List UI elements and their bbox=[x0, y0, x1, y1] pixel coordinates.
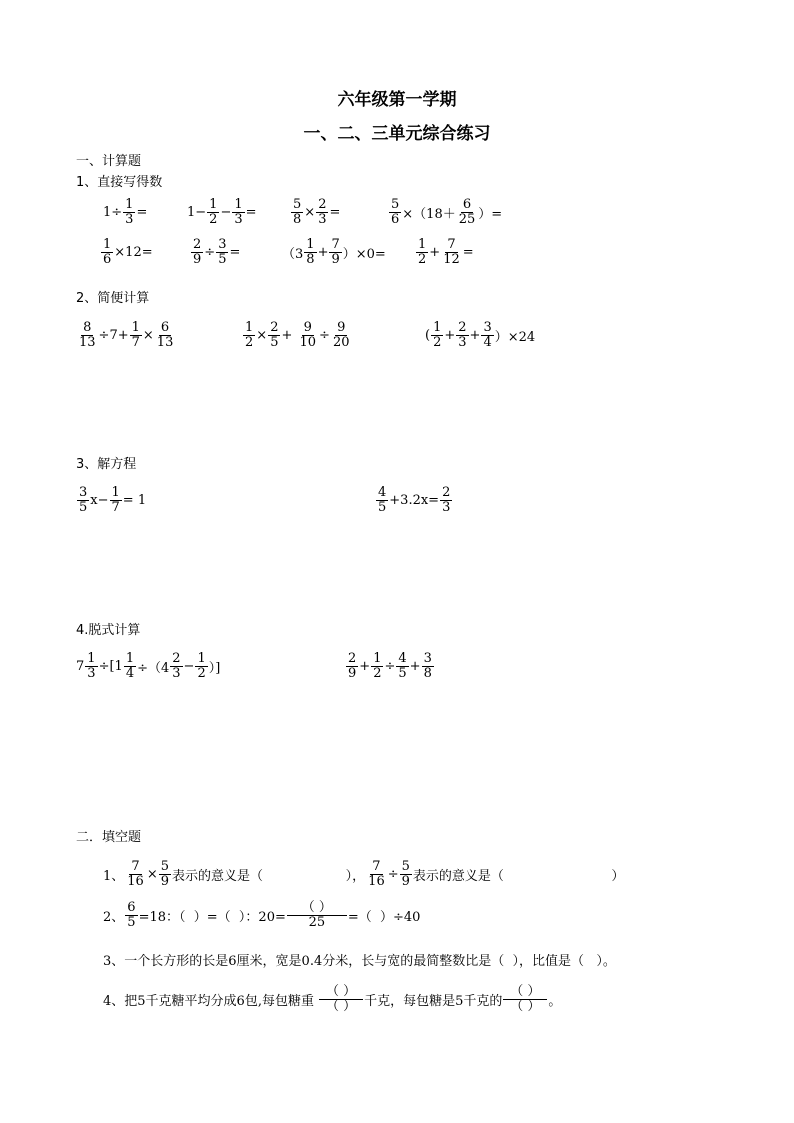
fraction bbox=[125, 901, 137, 931]
fraction-denominator: 8 bbox=[293, 212, 302, 228]
q1-item-1 bbox=[103, 198, 147, 228]
expr-text: 2、 bbox=[103, 910, 125, 926]
fraction-denominator: 10 bbox=[299, 335, 317, 351]
fraction-denominator: 7 bbox=[111, 500, 120, 516]
expr-text: = bbox=[245, 205, 257, 221]
fraction-denominator: 3 bbox=[234, 212, 243, 228]
fraction bbox=[431, 321, 443, 351]
expr-text: − bbox=[220, 205, 232, 221]
expr-text: ÷ bbox=[319, 328, 330, 344]
q3-label: 3、解方程 bbox=[76, 457, 137, 472]
expr-text: = bbox=[329, 205, 341, 221]
q3-item-2 bbox=[375, 486, 453, 516]
fraction-numerator: 6 bbox=[127, 900, 136, 915]
page-subtitle: 一、二、三单元综合练习 bbox=[303, 124, 491, 144]
fraction bbox=[130, 321, 142, 351]
expr-text: = bbox=[462, 245, 474, 261]
fraction-numerator: 1 bbox=[87, 651, 96, 666]
q4-item-2 bbox=[345, 652, 435, 682]
section2-heading: 二．填空题 bbox=[76, 830, 142, 845]
fraction-denominator: 6 bbox=[103, 252, 112, 268]
expr-text: x− bbox=[90, 493, 109, 509]
fraction-denominator: 2 bbox=[209, 212, 218, 228]
expr-text: × bbox=[256, 328, 268, 344]
fraction-numerator: 9 bbox=[303, 320, 312, 335]
q2-item-1 bbox=[76, 321, 176, 351]
fraction-numerator: 2 bbox=[458, 320, 467, 335]
fraction-numerator: 4 bbox=[378, 485, 387, 500]
expr-text: ÷7+ bbox=[98, 328, 129, 344]
q4-label: 4.脱式计算 bbox=[76, 623, 141, 638]
fraction-numerator: 9 bbox=[337, 320, 346, 335]
page-title: 六年级第一学期 bbox=[337, 90, 457, 110]
expr-text: + bbox=[359, 659, 371, 675]
fraction bbox=[243, 321, 255, 351]
expr-text: 。 bbox=[548, 994, 562, 1010]
fraction bbox=[85, 652, 97, 682]
fraction bbox=[291, 198, 303, 228]
fraction bbox=[457, 198, 478, 228]
expr-text: + bbox=[429, 245, 441, 261]
fraction-numerator: 1 bbox=[131, 320, 140, 335]
fraction bbox=[287, 901, 347, 931]
fraction-numerator: 8 bbox=[83, 320, 92, 335]
fraction-denominator: 5 bbox=[378, 500, 387, 516]
fraction bbox=[329, 238, 341, 268]
fraction-numerator: 1 bbox=[103, 237, 112, 252]
q1-item-8 bbox=[415, 238, 474, 268]
q4-item-1 bbox=[76, 652, 220, 682]
fraction bbox=[456, 321, 468, 351]
fraction-numerator: 3 bbox=[483, 320, 492, 335]
fraction-numerator: 1 bbox=[111, 485, 120, 500]
expr-text: =（ ）÷40 bbox=[347, 910, 421, 926]
fraction-denominator: 9 bbox=[348, 666, 357, 682]
fraction-numerator: （ ） bbox=[503, 985, 547, 1000]
q1-item-2 bbox=[187, 198, 257, 228]
fraction-numerator: 7 bbox=[372, 859, 381, 874]
expr-text: 表示的意义是（ ） bbox=[412, 869, 625, 885]
fraction bbox=[101, 238, 113, 268]
expr-text: ÷ bbox=[384, 659, 396, 675]
fraction bbox=[376, 486, 388, 516]
expr-text: ÷[1 bbox=[98, 659, 123, 675]
fraction-denominator: 16 bbox=[127, 874, 144, 890]
expr-text: + bbox=[444, 328, 456, 344]
q1-item-4 bbox=[388, 198, 502, 228]
fraction-numerator: 3 bbox=[423, 651, 432, 666]
fraction-denominator: 5 bbox=[79, 500, 88, 516]
fraction bbox=[298, 321, 319, 351]
fraction-denominator: 13 bbox=[79, 335, 96, 351]
expr-text: ）= bbox=[478, 207, 503, 223]
fraction bbox=[481, 321, 493, 351]
fraction-denominator: 8 bbox=[306, 252, 315, 268]
fraction-denominator: 2 bbox=[433, 335, 442, 351]
expr-text: 千克，每包糖是5千克的 bbox=[364, 994, 503, 1010]
fraction bbox=[125, 860, 146, 890]
fraction-denominator: 12 bbox=[443, 252, 460, 268]
fraction-denominator: （ ） bbox=[326, 999, 357, 1015]
q2-item-3 bbox=[425, 321, 535, 351]
q1-item-7 bbox=[282, 238, 386, 268]
fraction-numerator: （ ） bbox=[287, 901, 347, 916]
expr-text: × bbox=[146, 867, 158, 883]
fraction bbox=[371, 652, 383, 682]
fraction-numerator: 1 bbox=[209, 197, 218, 212]
expr-text: 7 bbox=[76, 659, 85, 675]
fraction-numerator: 7 bbox=[447, 237, 456, 252]
fraction-numerator: 5 bbox=[293, 197, 302, 212]
q1-label: 1、直接写得数 bbox=[76, 175, 163, 190]
fraction-denominator: 6 bbox=[391, 212, 400, 228]
fraction-denominator: 25 bbox=[458, 212, 476, 228]
expr-text: ÷（4 bbox=[137, 661, 170, 677]
fraction bbox=[77, 486, 89, 516]
fraction-numerator: 6 bbox=[160, 320, 170, 335]
expr-text: ( bbox=[425, 328, 431, 344]
fraction-numerator: 2 bbox=[318, 197, 327, 212]
expr-text: ）×24 bbox=[494, 330, 536, 346]
fraction bbox=[195, 652, 207, 682]
expr-text: =18：（ ）=（ ）：20= bbox=[138, 910, 286, 926]
expr-text: ×（18＋ bbox=[402, 207, 456, 223]
expr-text: = bbox=[229, 245, 241, 261]
expr-text: + bbox=[409, 659, 421, 675]
fill-q3 bbox=[103, 950, 616, 969]
fraction-denominator: 3 bbox=[125, 212, 134, 228]
fraction-denominator: 2 bbox=[373, 666, 382, 682]
fraction-denominator: 9 bbox=[401, 874, 410, 890]
expr-text: 3、一个长方形的长是6厘米，宽是0.4分米，长与宽的最简整数比是（ ），比值是（ ）。 bbox=[103, 954, 616, 969]
expr-text: × bbox=[304, 205, 316, 221]
fraction-numerator: 7 bbox=[331, 237, 340, 252]
fraction-denominator: 4 bbox=[125, 666, 135, 682]
fraction bbox=[366, 860, 387, 890]
fraction-numerator: 1 bbox=[306, 237, 315, 252]
fraction-denominator: 8 bbox=[423, 666, 432, 682]
fraction bbox=[110, 486, 122, 516]
fraction-denominator: 9 bbox=[193, 252, 202, 268]
fraction-denominator: 5 bbox=[398, 666, 407, 682]
q1-item-5 bbox=[100, 238, 153, 268]
fraction-denominator: 5 bbox=[218, 252, 227, 268]
fraction-numerator: 7 bbox=[131, 859, 140, 874]
fraction bbox=[422, 652, 434, 682]
fraction bbox=[170, 652, 182, 682]
expr-text: ÷ bbox=[387, 867, 399, 883]
fraction-numerator: （ ） bbox=[319, 985, 363, 1000]
expr-text: ÷ bbox=[204, 245, 216, 261]
q2-label: 2、简便计算 bbox=[76, 291, 150, 306]
expr-text: ×12= bbox=[114, 245, 153, 261]
fraction bbox=[268, 321, 280, 351]
fraction-numerator: 1 bbox=[433, 320, 442, 335]
expr-text: ）×0= bbox=[342, 247, 386, 263]
fill-q1 bbox=[103, 860, 624, 890]
fraction-numerator: 1 bbox=[373, 651, 382, 666]
fraction-numerator: 5 bbox=[401, 859, 410, 874]
expr-text: 表示的意义是（ ）， bbox=[172, 869, 366, 885]
fraction-denominator: 13 bbox=[156, 335, 174, 351]
fraction-numerator: 1 bbox=[234, 197, 243, 212]
fraction bbox=[331, 321, 352, 351]
q3-item-1 bbox=[76, 486, 146, 516]
fraction-numerator: 1 bbox=[245, 320, 254, 335]
q1-item-3 bbox=[290, 198, 340, 228]
fraction-numerator: 3 bbox=[218, 237, 227, 252]
fraction-numerator: 1 bbox=[418, 237, 427, 252]
q1-item-6 bbox=[190, 238, 240, 268]
fraction-numerator: 1 bbox=[125, 651, 135, 666]
fraction-numerator: 5 bbox=[160, 859, 170, 874]
fraction bbox=[346, 652, 358, 682]
fraction-denominator: 3 bbox=[172, 666, 181, 682]
expr-text: 4、把5千克糖平均分成6包,每包糖重 bbox=[103, 994, 319, 1010]
fraction bbox=[123, 198, 135, 228]
fraction-denominator: 7 bbox=[131, 335, 140, 351]
expr-text: +3.2x= bbox=[389, 493, 440, 509]
section1-heading: 一、计算题 bbox=[76, 154, 142, 169]
q2-item-2 bbox=[242, 321, 353, 351]
fraction-denominator: 5 bbox=[127, 915, 136, 931]
fraction-denominator: 9 bbox=[331, 252, 340, 268]
fraction bbox=[440, 486, 452, 516]
expr-text: + bbox=[469, 328, 481, 344]
fraction bbox=[396, 652, 408, 682]
fraction-denominator: 4 bbox=[483, 335, 492, 351]
fraction-denominator: 5 bbox=[270, 335, 279, 351]
fraction bbox=[304, 238, 316, 268]
expr-text: + bbox=[317, 245, 329, 261]
fraction-denominator: （ ） bbox=[510, 999, 541, 1015]
fraction-numerator: 1 bbox=[125, 197, 134, 212]
fraction-numerator: 2 bbox=[172, 651, 181, 666]
fraction bbox=[232, 198, 244, 228]
expr-text: 1÷ bbox=[103, 205, 123, 221]
fraction bbox=[319, 985, 363, 1015]
fill-q2 bbox=[103, 901, 420, 931]
fraction bbox=[400, 860, 412, 890]
fraction-numerator: 2 bbox=[348, 651, 357, 666]
fraction bbox=[159, 860, 171, 890]
fraction-numerator: 3 bbox=[79, 485, 88, 500]
fraction bbox=[416, 238, 428, 268]
expr-text: × bbox=[142, 328, 154, 344]
expr-text: 1− bbox=[187, 205, 207, 221]
fraction-denominator: 3 bbox=[318, 212, 327, 228]
fraction-denominator: 20 bbox=[332, 335, 350, 351]
fraction-numerator: 2 bbox=[270, 320, 279, 335]
expr-text: 1、 bbox=[103, 869, 125, 885]
fraction-denominator: 9 bbox=[160, 874, 170, 890]
fraction bbox=[389, 198, 401, 228]
fraction bbox=[77, 321, 98, 351]
fraction bbox=[503, 985, 547, 1015]
fraction-numerator: 2 bbox=[193, 237, 202, 252]
fraction-denominator: 3 bbox=[458, 335, 467, 351]
fraction-denominator: 16 bbox=[368, 874, 385, 890]
expr-text: = bbox=[136, 205, 148, 221]
fraction-denominator: 3 bbox=[87, 666, 96, 682]
fraction bbox=[191, 238, 203, 268]
fraction bbox=[441, 238, 462, 268]
expr-text: ）] bbox=[208, 661, 221, 677]
fraction-denominator: 2 bbox=[197, 666, 206, 682]
fraction-numerator: 4 bbox=[398, 651, 407, 666]
fill-q4 bbox=[103, 985, 561, 1015]
fraction-denominator: 2 bbox=[418, 252, 427, 268]
fraction bbox=[124, 652, 136, 682]
fraction-numerator: 1 bbox=[197, 651, 206, 666]
fraction bbox=[316, 198, 328, 228]
fraction-denominator: 2 bbox=[245, 335, 254, 351]
fraction bbox=[155, 321, 176, 351]
fraction-numerator: 5 bbox=[391, 197, 400, 212]
fraction-numerator: 2 bbox=[442, 485, 451, 500]
fraction-numerator: 6 bbox=[462, 197, 472, 212]
fraction-denominator: 3 bbox=[442, 500, 451, 516]
expr-text: （3 bbox=[282, 247, 304, 263]
expr-text: + bbox=[281, 328, 297, 344]
expr-text: − bbox=[183, 659, 195, 675]
fraction bbox=[207, 198, 219, 228]
expr-text: = 1 bbox=[122, 493, 147, 509]
fraction-denominator: 25 bbox=[308, 915, 326, 931]
fraction bbox=[216, 238, 228, 268]
